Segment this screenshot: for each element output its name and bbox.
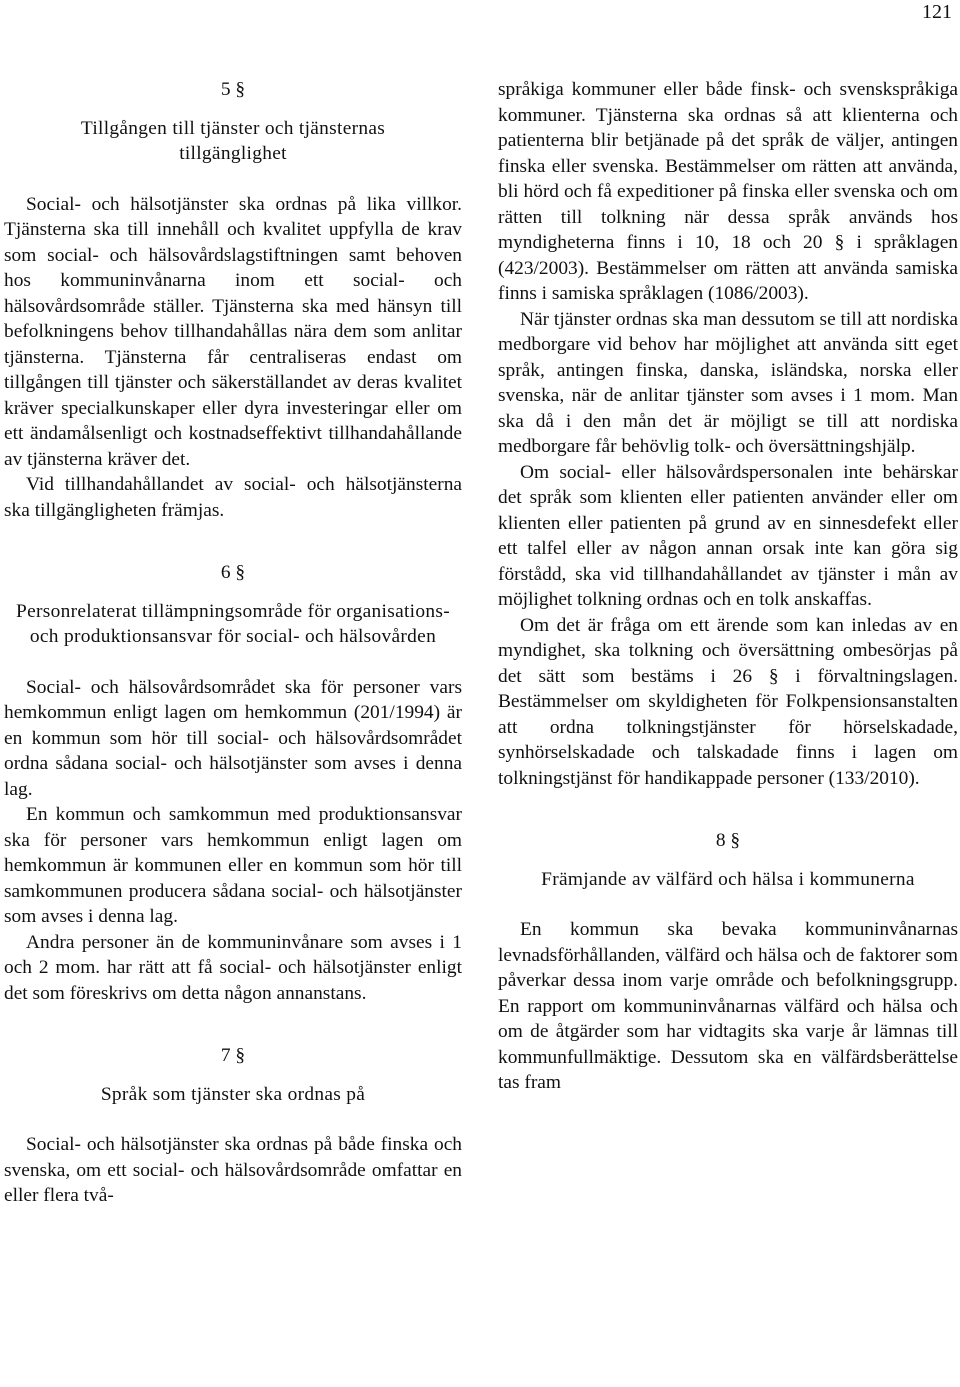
section-7-paragraph: När tjänster ordnas ska man dessutom se till att nordiska medborgare vid behov har möjlighet att använda sitt eget språk, antingen finska, danska, isländska, norska eller svenska, när de anlitar tjänster som avses i 1 mom. Man ska då i den mån det är möjligt se till att nordiska medborgare får behövlig tolk- och översättningshjälp. (498, 308, 958, 457)
section-6-number: 6 § (220, 562, 246, 583)
section-7-number: 7 § (220, 1045, 246, 1066)
section-7-paragraph-continuation: språkiga kommuner eller både finsk- och svenskspråkiga kommuner. Tjänsterna ska ordnas så att klienterna och patienterna blir betjänade på det språk de väljer, antingen finska eller svenska. Bestämmelser om rätten att använda, bli hörd och få expeditioner på finska eller svenska och om rätten till tolkning när dessa språk används hos myndigheterna finns i 10, 18 och 20 § i språklagen (423/2003). Bestämmelser om rätten att använda samiska finns i samiska språklagen (1086/2003). (498, 79, 958, 304)
section-5-paragraph: Vid tillhandahållandet av social- och hälsotjänsterna ska tillgängligheten främjas. (4, 474, 462, 521)
section-6-paragraph: Social- och hälsovårdsområdet ska för personer vars hemkommun enligt lagen om hemkommun (201/1994) är en kommun som hör till social- och hälsovårdsområdet ordna sådana social- och hälsotjänster som avses i denna lag. (4, 676, 462, 800)
section-6-paragraph: En kommun och samkommun med produktionsansvar ska för personer vars hemkommun enligt lagen om hemkommun är kommunen eller en kommun som hör till samkommunen producera sådana social- och hälsotjänster som avses i denna lag. (4, 804, 462, 927)
section-7-title: Språk som tjänster ska ordnas på (100, 1083, 366, 1105)
section-7-paragraph: Om social- eller hälsovårdspersonalen inte behärskar det språk som klienten eller patienten använder eller om klienten eller patienten på grund av en sinnesdefekt eller ett talfel eller av någon annan orsak inte kan göra sig förstådd, ska vid tillhandahållandet av tjänster i mån av möjlighet tolkning ordnas och en tolk anskaffas. (498, 461, 958, 610)
section-7-paragraph: Om det är fråga om ett ärende som kan inledas av en myndighet, ska tolkning och översättning ombesörjas på det sätt som bestäms i 26 § i förvaltningslagen. Bestämmelser om skyldigheten för Folkpensionsanstalten att ordna tolkningstjänster för hörselskadade, synhörselskadade och talskadade finns i lagen om tolkningstjänst för handikappade personer (133/2010). (498, 614, 958, 789)
section-8-number: 8 § (715, 830, 741, 851)
section-8-paragraph: En kommun ska bevaka kommuninvånarnas levnadsförhållanden, välfärd och hälsa och de faktorer som påverkar dessa inom varje område och befolkningsgrupp. En rapport om kommuninvånarnas välfärd och hälsa och om de åtgärder som har vidtagits ska varje år lämnas till kommunfullmäktige. Dessutom ska en välfärdsberättelse tas fram (498, 919, 958, 1093)
section-8-title: Främjande av välfärd och hälsa i kommunerna (541, 868, 915, 890)
left-column (4, 77, 462, 1209)
section-5-title: Tillgången till tjänster och tjänsternas tillgänglighet (80, 117, 386, 164)
section-5-paragraph: Social- och hälsotjänster ska ordnas på lika villkor. Tjänsterna ska till innehåll och kvalitet uppfylla de krav som social- och hälsovårdslagstiftningen samt behoven hos kommuninvånarna inom ett social- och hälsovårdsområde ställer. Tjänsterna ska med hänsyn till befolkningens behov tillhandahållas nära dem som anlitar tjänsterna. Tjänsterna får centraliseras endast om tillgången till tjänster och säkerställandet av deras kvalitet kräver specialkunskaper eller dyra investeringar eller om ett ändamålsenligt och kostnadseffektivt tillhandahållande av tjänsterna kräver det. (4, 193, 462, 470)
section-7-paragraph: Social- och hälsotjänster ska ordnas på både finska och svenska, om ett social- och hälsovårdsområde omfattar en eller flera två- (4, 1134, 462, 1206)
section-6-title: Personrelaterat tillämpningsområde för organisations- och produktionsansvar för social- och hälsovården (16, 600, 450, 647)
page-number: 121 (922, 1, 952, 23)
section-5-number: 5 § (220, 79, 246, 100)
section-6-paragraph: Andra personer än de kommuninvånare som avses i 1 och 2 mom. har rätt att få social- och hälsotjänster enligt det som föreskrivs om detta någon annanstans. (4, 931, 462, 1004)
right-column (498, 77, 958, 1096)
